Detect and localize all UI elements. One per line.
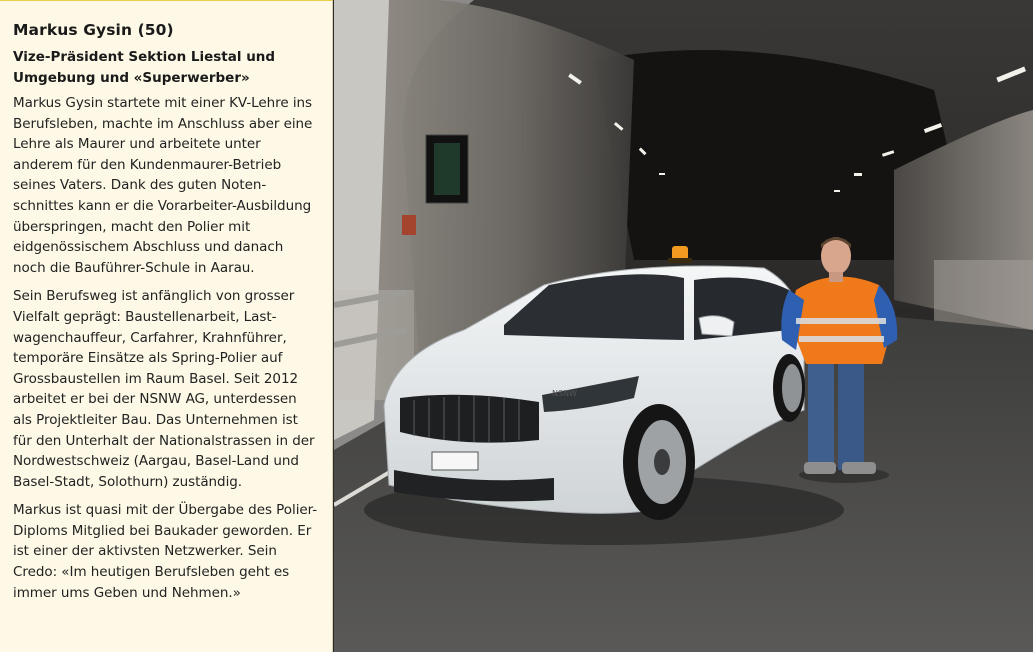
tunnel-scene [334,0,1033,652]
side-mirror [699,316,734,336]
car-badge: NSNW [552,389,577,398]
reflective-stripe-1 [796,318,886,324]
shoe-left [804,462,836,474]
beacon-light [672,246,688,260]
profile-name: Markus Gysin (50) [13,21,174,39]
bio-paragraph-3: Markus ist quasi mit der Übergabe des Polier-Diploms Mitglied bei Baukader geworden. Er ist einer der aktivsten Netzwerker. Sein Credo: «Im heutigen Berufsleben geht es immer ums Geben und Nehmen.» [13,502,318,601]
neck [829,272,843,282]
profile-text-column [0,0,333,652]
license-plate [432,452,478,470]
bio-paragraph-1: Markus Gysin startete mit einer KV-Lehre ins Berufsleben, machte im Anschluss aber eine Lehre als Maurer und arbeitete unter anderem für den Kundenmaurer-Betrieb seines Vaters. Dank des guten Noten-schnittes kann er die Vorarbeiter-Ausbildung überspringen, macht den Polier mit eidgenössischem Abschluss und danach noch die Bauführer-Schule in Aarau. [13,95,313,276]
rear-rim [782,364,802,412]
front-grille [400,395,539,443]
wall-sign [402,215,416,235]
jeans-right [838,362,864,470]
profile-role: Vize-Präsident Sektion Liestal und Umgebung und «Superwerber» [13,49,276,86]
signal-screen [434,143,460,195]
right-wall-panel [934,260,1033,330]
shoe-right [842,462,876,474]
bio-paragraph-2: Sein Berufsweg ist anfänglich von grosser Vielfalt geprägt: Baustellenarbeit, Last-wagenchauffeur, Carfahrer, Krahnführer, temporäre Einsätze als Spring-Polier auf Grossbaustellen im Raum Basel. Seit 2012 arbeitet er bei der NSNW AG, unterdessen als Projektleiter Bau. Das Unternehmen ist für den Unterhalt der Nationalstrassen in der Nordwestschweiz (Aargau, Basel-Land und Basel-Stadt, Solothurn) zuständig. [13,288,315,490]
beacon-base [668,258,692,263]
tunnel-photo [334,0,1033,652]
jeans-left [808,362,834,470]
reflective-stripe-2 [799,336,884,342]
